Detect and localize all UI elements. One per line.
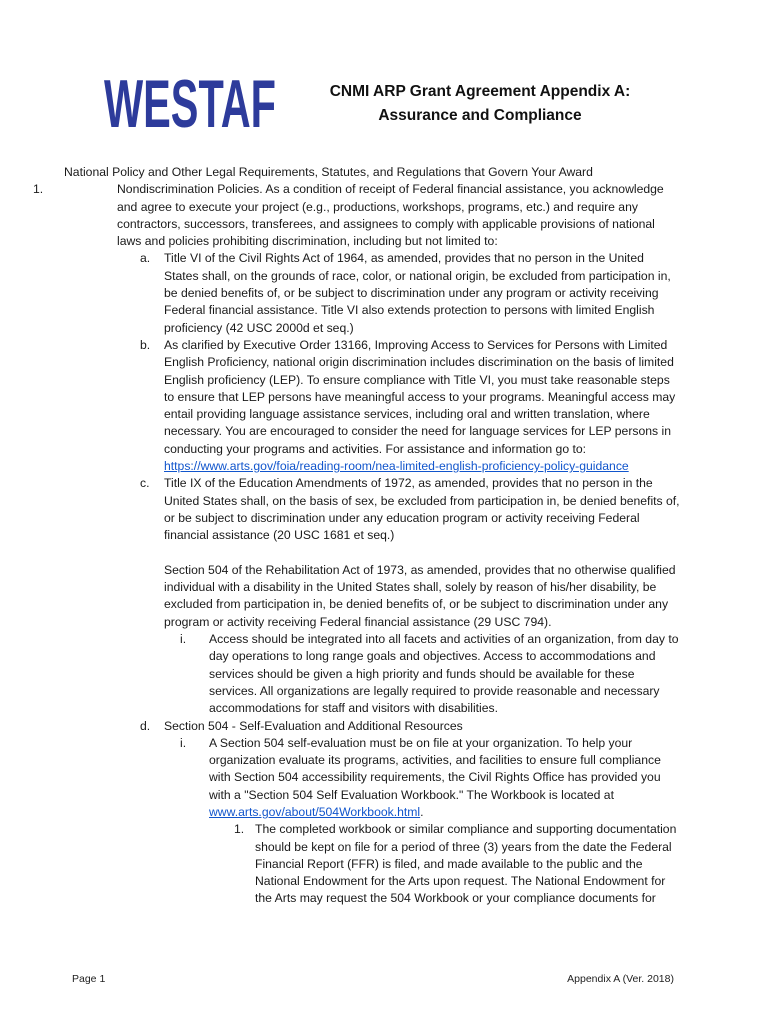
text-line: Federal financial assistance. Title VI also extends protection to persons with limited English (164, 303, 655, 318)
text-line: services should be given a high priority and funds should be available for these (209, 666, 635, 681)
text-line: necessary. You are encouraged to consider the need for language services for LEP persons in (164, 424, 672, 439)
list-item-b (64, 337, 714, 475)
list-item-c-i (64, 631, 714, 717)
text-line: and agree to execute your project (e.g., productions, workshops, programs, etc.) and require any (117, 199, 638, 214)
intro-heading: National Policy and Other Legal Requirements, Statutes, and Regulations that Govern Your Award (64, 165, 593, 179)
text-line: Title IX of the Education Amendments of 1972, as amended, provides that no person in the (164, 476, 653, 491)
text-line: The completed workbook or similar compliance and supporting documentation (255, 822, 677, 837)
list-marker: b. (140, 337, 151, 352)
text-line: conducting your programs and activities. For assistance and information go to: (164, 441, 587, 456)
list-marker: i. (180, 735, 187, 750)
westaf-logo (104, 63, 276, 142)
list-item-d (64, 718, 714, 735)
text-line: or be subject to discrimination under any education program or activity receiving Federal (164, 510, 640, 525)
text-line: National Endowment for the Arts upon request. The National Endowment for (255, 874, 666, 889)
text-line: services. All organizations are legally required to provide reasonable and necessary (209, 683, 660, 698)
text-line: program or activity receiving Federal financial assistance (29 USC 794). (164, 614, 552, 629)
title-line-2: Assurance and Compliance (378, 107, 582, 124)
title-line-1: CNMI ARP Grant Agreement Appendix A: (329, 83, 631, 100)
list-marker: 1. (234, 822, 245, 837)
document-body (33, 164, 714, 908)
text-line: with a "Section 504 Self Evaluation Workbook." The Workbook is located at (209, 787, 614, 802)
text-line: As clarified by Executive Order 13166, Improving Access to Services for Persons with Limited (164, 337, 668, 352)
text-line: English proficiency (LEP). To ensure compliance with Title VI, you must take reasonable steps (164, 372, 670, 387)
list-marker: 1. (33, 182, 44, 197)
list-item-c (64, 475, 714, 631)
text-line: individual with a disability in the United States shall, solely by reason of his/her disability, be (164, 580, 657, 595)
text-line: to ensure that LEP persons have meaningful access to your programs. Meaningful access may (164, 389, 676, 404)
list-marker: c. (140, 476, 150, 491)
text-line: with Section 504 accessibility requirements, the Civil Rights Office has provided you (209, 770, 661, 785)
list-item-1 (33, 181, 714, 250)
text-line: Financial Report (FFR) is filed, and made available to the public and the (255, 856, 643, 871)
text-line: excluded from participation in, be denied benefits of, or be subject to discrimination under any (164, 597, 669, 612)
text-line: United States shall, on the basis of sex, be excluded from participation in, be denied benefits of, (164, 493, 680, 508)
list-marker: a. (140, 251, 151, 266)
text-line: contractors, successors, transferees, and assignees to comply with applicable provisions of national (117, 216, 655, 231)
list-marker: d. (140, 718, 151, 733)
text-line: Access should be integrated into all facets and activities of an organization, from day to (209, 632, 679, 647)
text-line: Section 504 of the Rehabilitation Act of 1973, as amended, provides that no otherwise qualified (164, 562, 676, 577)
text-line: day operations to long range goals and objectives. Access to accommodations and (209, 649, 656, 664)
text-line: States shall, on the grounds of race, color, or national origin, be excluded from participation in, (164, 268, 671, 283)
list-item-d-i-1 (64, 821, 714, 907)
text-line: Title VI of the Civil Rights Act of 1964, as amended, provides that no person in the United (164, 251, 644, 266)
text-line: financial assistance (20 USC 1681 et seq.) (164, 528, 395, 543)
list-marker: i. (180, 632, 187, 647)
text-line: the Arts may request the 504 Workbook or your compliance documents for (255, 891, 656, 906)
document-title (290, 80, 670, 128)
text-line: accommodations for staff and visitors with disabilities. (209, 701, 499, 716)
text-line: A Section 504 self-evaluation must be on file at your organization. To help your (209, 735, 633, 750)
text-line: should be kept on file for a period of three (3) years from the date the Federal (255, 839, 672, 854)
workbook-link[interactable]: www.arts.gov/about/504Workbook.html (209, 804, 421, 819)
page-number: Page 1 (72, 973, 106, 985)
list-item-a (64, 250, 714, 336)
text-line: entail providing language assistance services, including oral and written translation, where (164, 407, 650, 422)
section-heading: Section 504 - Self-Evaluation and Additional Resources (164, 718, 463, 733)
text-line: organization evaluate its programs, activities, and facilities to ensure full compliance (209, 753, 661, 768)
text-line: proficiency (42 USC 2000d et seq.) (164, 320, 354, 335)
text-line: laws and policies prohibiting discrimination, including but not limited to: (117, 234, 498, 249)
text-line: Nondiscrimination Policies. As a condition of receipt of Federal financial assistance, you acknowledge (117, 182, 664, 197)
text-line: English Proficiency, national origin discrimination includes discrimination on the basis of limited (164, 355, 674, 370)
svg-text:WESTAF: WESTAF (104, 66, 276, 142)
lep-guidance-link[interactable]: https://www.arts.gov/foia/reading-room/nea-limited-english-proficiency-policy-guidance (164, 459, 629, 474)
text-line: be denied benefits of, or be subject to discrimination under any program or activity receiving (164, 286, 659, 301)
version-label: Appendix A (Ver. 2018) (567, 973, 674, 985)
link-suffix: . (420, 804, 424, 819)
list-item-d-i (64, 735, 714, 821)
